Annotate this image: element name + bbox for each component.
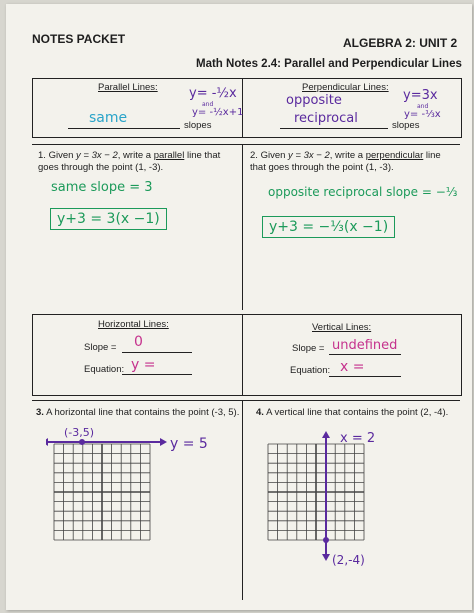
- horizontal-heading: Horizontal Lines:: [98, 319, 169, 330]
- perpendicular-answer-2: reciprocal: [294, 111, 358, 126]
- problem-1-slope-work: same slope = 3: [51, 180, 153, 195]
- problem-2-equation: y = 3x − 2: [288, 150, 330, 161]
- graph-4: [256, 422, 456, 607]
- problem-1-answer: y+3 = 3(x −1): [50, 208, 167, 230]
- problem-1-given: Given: [48, 150, 77, 161]
- perpendicular-answer-1: opposite: [286, 93, 342, 108]
- problem-1-text: [38, 150, 238, 174]
- parallel-answer: same: [89, 110, 128, 126]
- page-title: Math Notes 2.4: Parallel and Perpendicular Lines: [196, 58, 462, 70]
- graph-4-point-label: (2,-4): [332, 553, 365, 567]
- graph-problems-rule: [32, 400, 460, 401]
- graph-4-point: [323, 537, 329, 543]
- parallel-example-2: y= -½x+1: [192, 107, 244, 118]
- graph-3-point: [79, 439, 85, 445]
- problem-1-number: 1.: [38, 150, 46, 161]
- problem-1-keyword: parallel: [153, 150, 185, 161]
- problem-2-text: [250, 150, 455, 174]
- problem-1-write: , write a: [117, 150, 154, 161]
- perpendicular-heading: Perpendicular Lines:: [302, 82, 389, 93]
- problem-3-number: 3.: [36, 407, 44, 418]
- graph-3-arrow-right: [160, 438, 167, 446]
- course-label: ALGEBRA 2: UNIT 2: [343, 36, 458, 50]
- perpendicular-example-and: and: [417, 103, 429, 110]
- line-types-box: [32, 314, 462, 396]
- problem-1-equation: y = 3x − 2: [76, 150, 118, 161]
- problems-divider: [242, 144, 243, 310]
- perpendicular-slopes-label: slopes: [392, 120, 420, 131]
- graph-3-grid: [54, 444, 150, 540]
- problem-2-number: 2.: [250, 150, 258, 161]
- vertical-heading: Vertical Lines:: [312, 322, 372, 333]
- vertical-slope-blank: [329, 354, 401, 355]
- problem-4-text: [256, 407, 456, 419]
- problem-2-keyword: perpendicular: [365, 150, 424, 161]
- graph-4-grid: [268, 444, 364, 540]
- worksheet-page: [6, 4, 472, 610]
- graph-4-arrow-down: [322, 554, 330, 561]
- vertical-equation-value: x =: [340, 359, 365, 375]
- problem-1-point: line that goes through the point (1, -3).: [38, 150, 221, 173]
- graph-4-arrow-up: [322, 431, 330, 438]
- horizontal-equation-value: y =: [131, 357, 156, 373]
- vertical-equation-blank: [329, 376, 401, 377]
- problem-2-slope-work: opposite reciprocal slope = −⅓: [268, 185, 458, 199]
- problem-3-text: [36, 407, 240, 419]
- problem-4-number: 4.: [256, 407, 264, 418]
- graph-3: [46, 422, 236, 607]
- perpendicular-example-1: y=3x: [403, 88, 438, 103]
- horizontal-slope-blank: [122, 352, 192, 353]
- perpendicular-example-2: y= -⅓x: [404, 109, 441, 120]
- horizontal-slope-label: Slope =: [84, 342, 117, 353]
- problem-3-prompt: A horizontal line that contains the point (-3, 5).: [46, 407, 240, 418]
- line-types-divider: [242, 314, 243, 396]
- horizontal-slope-value: 0: [134, 334, 143, 350]
- horizontal-equation-label: Equation:: [84, 364, 125, 375]
- problem-2-write: , write a: [329, 150, 366, 161]
- parallel-example-and: and: [202, 101, 214, 108]
- parallel-blank: [68, 128, 180, 129]
- horizontal-equation-blank: [122, 374, 192, 375]
- graph-problems-divider: [242, 400, 243, 600]
- vertical-slope-value: undefined: [332, 338, 398, 353]
- problem-2-point: line that goes through the point (1, -3).: [250, 150, 441, 173]
- perpendicular-blank: [280, 128, 388, 129]
- vertical-equation-label: Equation:: [290, 365, 331, 376]
- parallel-slopes-label: slopes: [184, 120, 212, 131]
- parallel-heading: Parallel Lines:: [98, 82, 158, 93]
- packet-label: NOTES PACKET: [32, 32, 126, 46]
- graph-4-line-label: x = 2: [340, 431, 376, 446]
- problem-2-answer: y+3 = −⅓(x −1): [262, 216, 395, 238]
- graph-3-arrow-left: [46, 438, 48, 446]
- graph-3-point-label: (-3,5): [64, 426, 95, 439]
- problems-top-rule: [32, 144, 460, 145]
- graph-3-line-label: y = 5: [170, 436, 208, 452]
- problem-4-prompt: A vertical line that contains the point (2, -4).: [266, 407, 449, 418]
- problem-2-given: Given: [260, 150, 289, 161]
- parallel-example-1: y= -½x: [189, 86, 237, 101]
- vertical-slope-label: Slope =: [292, 343, 325, 354]
